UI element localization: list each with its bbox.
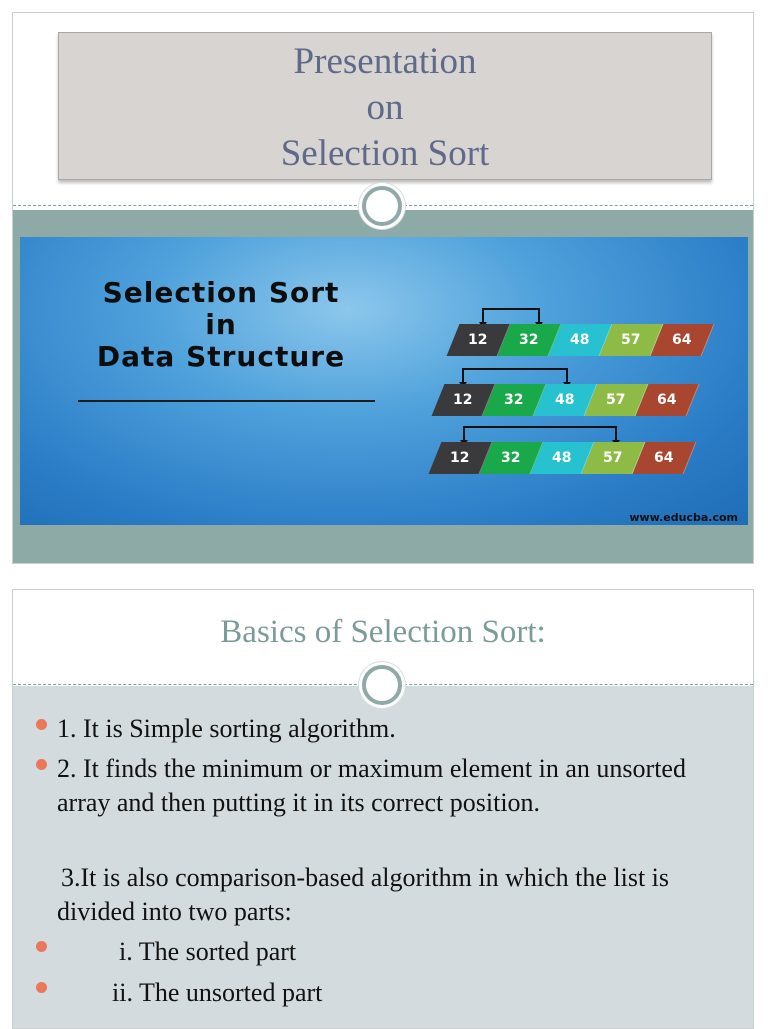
point-1: 1. It is Simple sorting algorithm. bbox=[57, 714, 396, 743]
bullet-icon bbox=[36, 982, 47, 993]
array-cell: 32 bbox=[483, 384, 547, 416]
array-cell: 48 bbox=[531, 442, 595, 474]
point-unsorted-part: ii. The unsorted part bbox=[112, 978, 323, 1007]
slide-1 bbox=[12, 12, 754, 564]
array-row-1 bbox=[453, 324, 708, 356]
slide-1-title-box bbox=[58, 32, 712, 180]
image-credit: www.educba.com bbox=[629, 511, 738, 524]
array-cell: 57 bbox=[600, 324, 664, 356]
bullet-icon bbox=[36, 941, 47, 952]
array-cell: 12 bbox=[432, 384, 496, 416]
title-line-1: Presentation bbox=[293, 41, 477, 82]
image-underline bbox=[78, 400, 375, 402]
array-cell: 64 bbox=[651, 324, 715, 356]
array-cell: 12 bbox=[447, 324, 511, 356]
image-title-line-3: Data Structure bbox=[96, 340, 346, 373]
array-cell: 48 bbox=[549, 324, 613, 356]
array-cell: 57 bbox=[585, 384, 649, 416]
point-2: 2. It finds the minimum or maximum element in an unsorted array and then putting it in its correct position. bbox=[57, 754, 686, 817]
array-row-2 bbox=[438, 384, 693, 416]
bullet-icon bbox=[36, 719, 47, 730]
array-cell: 32 bbox=[480, 442, 544, 474]
title-line-3: Selection Sort bbox=[280, 133, 490, 174]
array-cell: 64 bbox=[636, 384, 700, 416]
bullet-icon bbox=[36, 759, 47, 770]
point-3: 3.It is also comparison-based algorithm in which the list is divided into two parts: bbox=[57, 863, 670, 926]
ring-ornament-icon bbox=[362, 186, 402, 226]
selection-sort-image bbox=[20, 237, 748, 525]
image-title bbox=[56, 277, 386, 373]
slide-2 bbox=[12, 589, 754, 1029]
array-cell: 32 bbox=[498, 324, 562, 356]
image-title-line-1: Selection Sort bbox=[102, 276, 340, 309]
title-line-2: on bbox=[366, 87, 404, 128]
point-sorted-part: i. The sorted part bbox=[119, 937, 297, 966]
slide-2-title: Basics of Selection Sort: bbox=[220, 614, 546, 650]
array-cell: 57 bbox=[582, 442, 646, 474]
swap-arrow-icon bbox=[482, 308, 540, 322]
swap-arrow-icon bbox=[463, 426, 617, 440]
swap-arrow-icon bbox=[462, 368, 568, 382]
array-cell: 48 bbox=[534, 384, 598, 416]
ring-ornament-icon bbox=[362, 665, 402, 705]
image-title-line-2: in bbox=[205, 308, 237, 341]
array-cell: 12 bbox=[429, 442, 493, 474]
array-cell: 64 bbox=[633, 442, 697, 474]
array-row-3 bbox=[435, 442, 690, 474]
